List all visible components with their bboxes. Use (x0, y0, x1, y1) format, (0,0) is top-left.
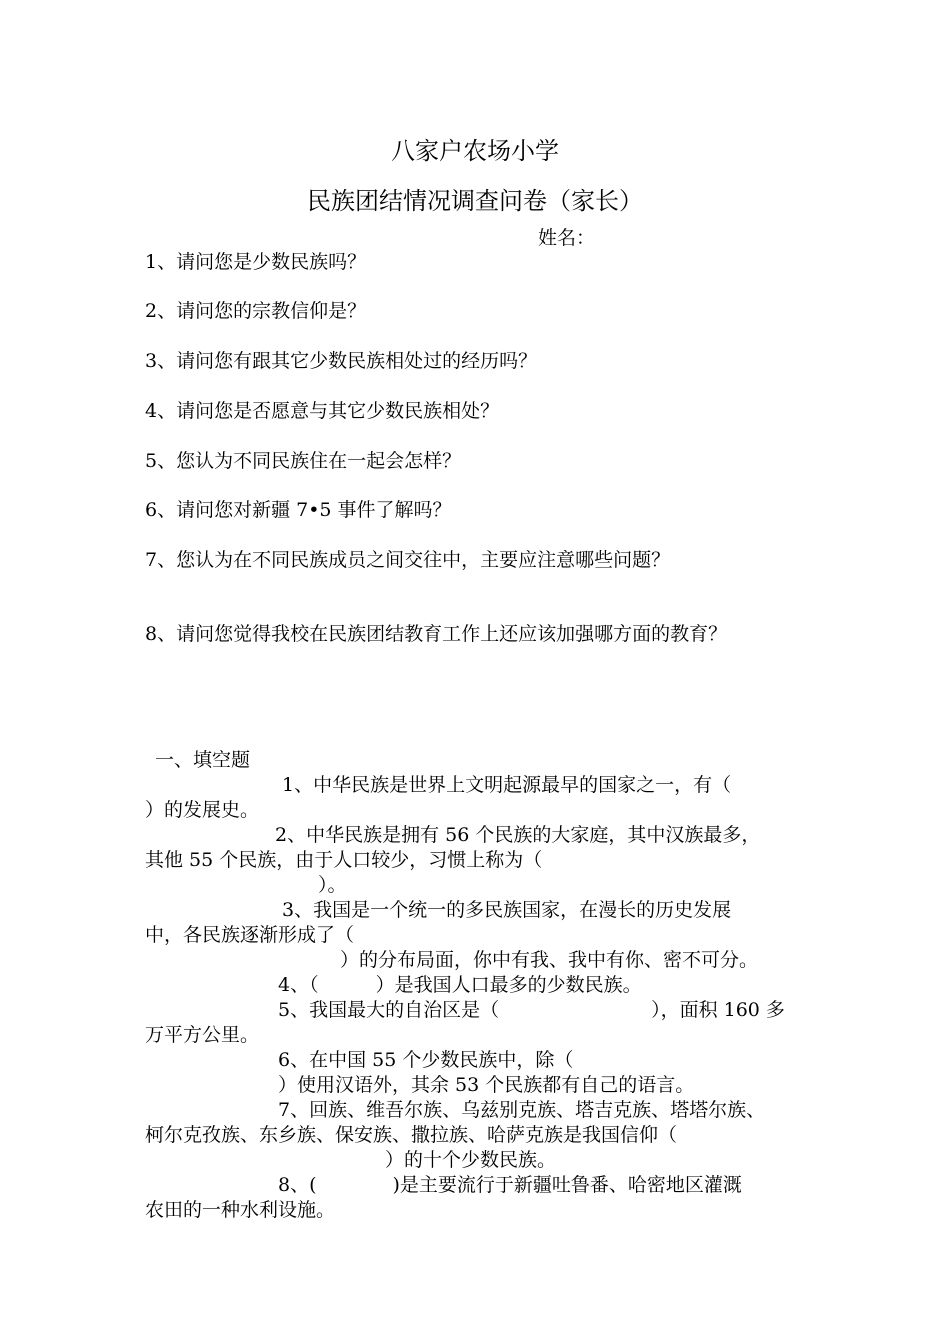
fill-line: 4、（ ）是我国人口最多的少数民族。 (278, 974, 642, 996)
school-title: 八家户农场小学 (391, 137, 559, 165)
fill-line: 1、中华民族是世界上文明起源最早的国家之一，有（ (282, 774, 732, 796)
question-5: 5、您认为不同民族住在一起会怎样？ (145, 450, 462, 472)
fill-line: 5、我国最大的自治区是（ ），面积 160 多 (278, 999, 785, 1021)
fill-line: 农田的一种水利设施。 (145, 1199, 336, 1221)
name-label: 姓名： (538, 227, 596, 249)
fill-line: 7、回族、维吾尔族、乌兹别克族、塔吉克族、塔塔尔族、 (278, 1099, 766, 1121)
fill-line: 万平方公里。 (145, 1024, 260, 1046)
question-8: 8、请问您觉得我校在民族团结教育工作上还应该加强哪方面的教育？ (145, 623, 728, 645)
fill-line: 2、中华民族是拥有 56 个民族的大家庭，其中汉族最多， (275, 824, 761, 846)
fill-section-heading: 一、填空题 (155, 749, 251, 771)
fill-line: 柯尔克孜族、东乡族、保安族、撒拉族、哈萨克族是我国信仰（ (145, 1124, 678, 1146)
question-1: 1、请问您是少数民族吗？ (145, 251, 367, 273)
fill-line: 8、( )是主要流行于新疆吐鲁番、哈密地区灌溉 (278, 1174, 742, 1196)
fill-line: 其他 55 个民族，由于人口较少，习惯上称为（ (145, 849, 543, 871)
fill-line: ）的发展史。 (145, 799, 260, 821)
fill-line: 3、我国是一个统一的多民族国家，在漫长的历史发展 (282, 899, 732, 921)
question-6: 6、请问您对新疆 7•5 事件了解吗？ (145, 499, 452, 521)
survey-title: 民族团结情况调查问卷（家长） (307, 187, 643, 215)
question-4: 4、请问您是否愿意与其它少数民族相处？ (145, 400, 500, 422)
fill-line: ）的分布局面，你中有我、我中有你、密不可分。 (340, 949, 759, 971)
fill-line: ）。 (318, 874, 347, 896)
question-7: 7、您认为在不同民族成员之间交往中，主要应注意哪些问题？ (145, 549, 671, 571)
question-3: 3、请问您有跟其它少数民族相处过的经历吗？ (145, 350, 538, 372)
fill-line: ）使用汉语外，其余 53 个民族都有自己的语言。 (278, 1074, 695, 1096)
question-2: 2、请问您的宗教信仰是？ (145, 300, 367, 322)
fill-line: ）的十个少数民族。 (385, 1149, 557, 1171)
fill-line: 中，各民族逐渐形成了（ (145, 924, 355, 946)
fill-line: 6、在中国 55 个少数民族中，除（ (278, 1049, 574, 1071)
